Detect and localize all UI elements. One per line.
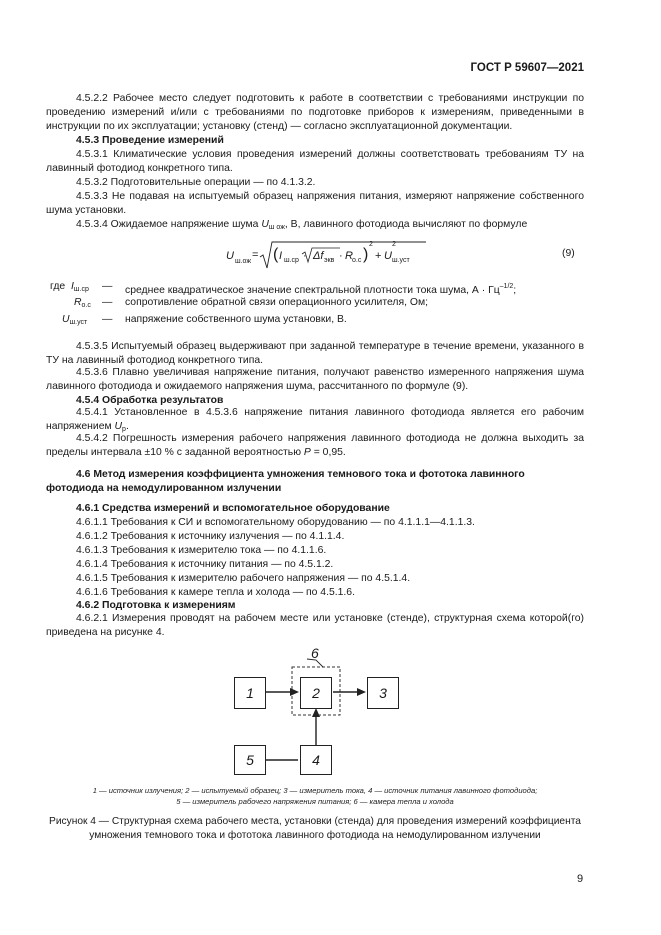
diagram-block-1: 1 (234, 677, 266, 709)
diagram-block-3: 3 (367, 677, 399, 709)
paragraph-4-5-4-1: 4.5.4.1 Установленное в 4.5.3.6 напряжение питания лавинного фотодиода является его рабочим напряжением $U_р$. (46, 407, 584, 434)
heading-4-6-1: 4.6.1 Средства измерений и вспомогательное оборудование (76, 503, 390, 514)
paragraph-4-6-1-4: 4.6.1.4 Требования к источнику питания — по 4.5.1.2. (76, 559, 334, 570)
legend-text: сопротивление обратной связи операционного усилителя, Ом; (125, 297, 429, 308)
legend-where: где (50, 281, 66, 292)
paragraph-4-5-3-1: 4.5.3.1 Климатические условия проведения измерений должны соответствовать требованиям ТУ на лавинный фотодиод конкретного типа. (46, 149, 584, 175)
paragraph-4-5-3-2: 4.5.3.2 Подготовительные операции — по 4.1.3.2. (76, 177, 316, 188)
diagram-block-4: 4 (300, 745, 332, 775)
paragraph-4-5-4-2: 4.5.4.2 Погрешность измерения рабочего напряжения лавинного фотодиода не должна выходить за пределы интервала ±10 % с заданной вероятностью P = 0,95. (46, 433, 584, 459)
diagram-label-6: 6 (311, 645, 319, 661)
paragraph-4-5-3-3: 4.5.3.3 Не подавая на испытуемый образец напряжения питания, измеряют напряжение собственного шума установки. (46, 191, 584, 217)
paragraph-4-6-1-1: 4.6.1.1 Требования к СИ и вспомогательному оборудованию — по 4.1.1.1—4.1.1.3. (76, 517, 475, 528)
heading-4-6-2: 4.6.2 Подготовка к измерениям (76, 600, 236, 611)
figure-legend-line-1: 1 — источник излучения; 2 — испытуемый образец; 3 — измеритель тока, 4 — источник питания лавинного фотодиода; (92, 786, 538, 795)
paragraph-4-6-1-6: 4.6.1.6 Требования к камере тепла и холода — по 4.5.1.6. (76, 587, 355, 598)
heading-4-5-4: 4.5.4 Обработка результатов (76, 395, 224, 406)
figure-caption: Рисунок 4 — Структурная схема рабочего места, установки (стенда) для проведения измерений коэффициента умножения темнового тока и фототока лавинного фотодиода на немодулированном излучении (49, 816, 581, 841)
legend-dash: — (102, 314, 113, 325)
paragraph-4-5-3-5: 4.5.3.5 Испытуемый образец выдерживают при заданной температуре в течение времени, указанного в ТУ на лавинный фотодиод конкретного типа. (46, 341, 584, 367)
paragraph-4-5-3-4: 4.5.3.4 Ожидаемое напряжение шума $U_{ш ож}$, В, лавинного фотодиода вычисляют по формуле (76, 219, 528, 231)
figure-legend-line-2: 5 — измеритель рабочего напряжения питания; 6 — камера тепла и холода (176, 797, 454, 806)
legend-text: напряжение собственного шума установки, В. (125, 314, 347, 325)
formula-number: (9) (562, 248, 575, 259)
legend-dash: — (102, 297, 113, 308)
paragraph-4-6-1-2: 4.6.1.2 Требования к источнику излучения — по 4.1.1.4. (76, 531, 345, 542)
legend-symbol: $I_{ш.ср}$ (71, 281, 89, 293)
diagram-block-2: 2 (300, 677, 332, 709)
paragraph-4-6-2-1: 4.6.2.1 Измерения проводят на рабочем месте или установке (стенде), структурная схема которой(го) приведена на рисунке 4. (46, 613, 584, 639)
paragraph-4-5-3-6: 4.5.3.6 Плавно увеличивая напряжение питания, получают равенство измеренного напряжения шума лавинного фотодиода и ожидаемого напряжения шума, рассчитанного по формуле (9). (46, 367, 584, 393)
legend-dash: — (102, 281, 113, 292)
formula-9: U ш.ож = ( I ш.ср · Δf экв · R о.с ) 2 + U 2 ш.уст (226, 238, 426, 274)
page-number: 9 (577, 873, 584, 885)
legend-text: среднее квадратическое значение спектральной плотности тока шума, $А \cdot Гц^{-1/2}$; (125, 283, 517, 296)
heading-4-6: 4.6 Метод измерения коэффициента умножения темнового тока и фототока лавинного фотодиода на немодулированном излучении (46, 469, 525, 495)
heading-4-5-3: 4.5.3 Проведение измерений (76, 135, 224, 146)
legend-symbol: $R_{о.с}$ (74, 297, 91, 309)
legend-symbol: $U_{ш.уст}$ (62, 314, 88, 326)
diagram-block-5: 5 (234, 745, 266, 775)
paragraph-4-5-2-2: 4.5.2.2 Рабочее место следует подготовить к работе в соответствии с требованиями инструкции по проведению измерений и/или с требованиями по подготовке приборов к измерениям, приведенными в инструкции по их эксплуатации; установку (стенд) — согласно эксплуатационной документации. (46, 93, 584, 133)
paragraph-4-6-1-3: 4.6.1.3 Требования к измерителю тока — по 4.1.1.6. (76, 545, 327, 556)
standard-header: ГОСТ Р 59607—2021 (470, 62, 584, 74)
paragraph-4-6-1-5: 4.6.1.5 Требования к измерителю рабочего напряжения — по 4.5.1.4. (76, 573, 411, 584)
